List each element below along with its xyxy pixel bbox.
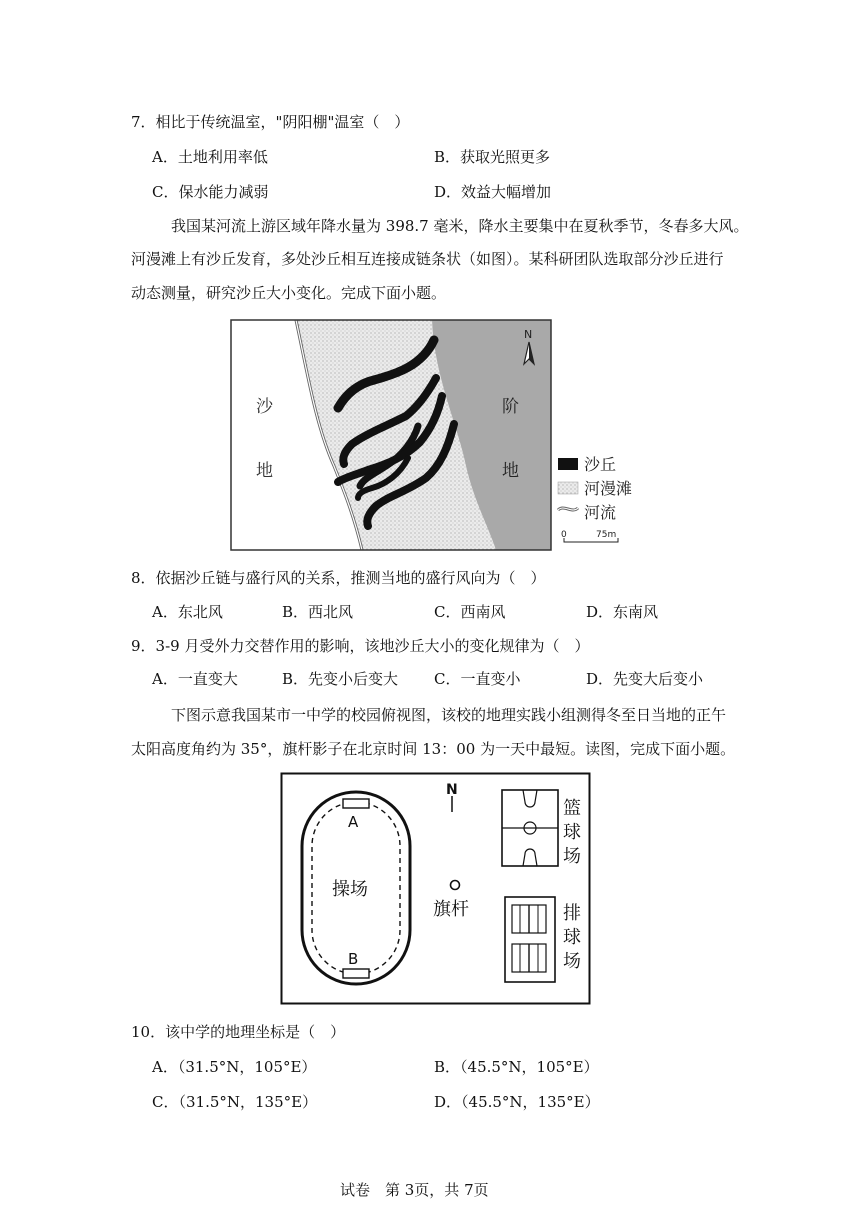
q8-stem: 8．依据沙丘链与盛行风的关系，推测当地的盛行风向为（ ） [131, 569, 546, 587]
right-label-2: 地 [502, 461, 519, 481]
legend-floodplain-swatch [558, 482, 578, 494]
passage1-line2: 河漫滩上有沙丘发育，多处沙丘相互连接成链条状（如图）。某科研团队选取部分沙丘进行 [131, 250, 724, 268]
passage1-line1: 我国某河流上游区域年降水量为 398.7 毫米，降水主要集中在夏秋季节，冬春多大风。 [171, 217, 749, 235]
q10-option-d: D．（45.5°N，135°E） [434, 1093, 600, 1111]
page-footer: 试卷 第 3页，共 7页 [340, 1181, 489, 1199]
volleyball-label-1: 排 [563, 903, 581, 924]
passage2-line2: 太阳高度角约为 35°，旗杆影子在北京时间 13：00 为一天中最短。读图，完成下面小题。 [131, 740, 736, 758]
passage1-line3: 动态测量，研究沙丘大小变化。完成下面小题。 [131, 284, 447, 302]
q8-option-a: A．东北风 [152, 603, 223, 621]
basketball-label-3: 场 [563, 846, 581, 867]
volleyball-courts [505, 897, 555, 982]
track-label: 操场 [332, 879, 368, 900]
q9-stem: 9．3-9 月受外力交替作用的影响，该地沙丘大小的变化规律为（ ） [131, 637, 590, 655]
legend-river-label: 河流 [584, 503, 617, 522]
flagpole-label: 旗杆 [433, 899, 469, 920]
left-label-2: 地 [256, 461, 273, 481]
flagpole-marker [451, 881, 460, 890]
q7-stem: 7．相比于传统温室，"阴阳棚"温室（ ） [131, 113, 410, 131]
passage2-line1: 下图示意我国某市一中学的校园俯视图，该校的地理实践小组测得冬至日当地的正午 [171, 706, 727, 724]
point-a-marker [343, 799, 369, 808]
basketball-label-2: 球 [563, 822, 581, 843]
legend-dune-label: 沙丘 [584, 455, 617, 474]
q8-option-b: B．西北风 [282, 603, 354, 621]
legend-floodplain-label: 河漫滩 [584, 479, 633, 498]
point-b-marker [343, 969, 369, 978]
q10-option-b: B．（45.5°N，105°E） [434, 1058, 599, 1076]
basketball-court [502, 790, 558, 866]
campus-map [280, 772, 592, 1006]
scale-bar [561, 530, 618, 542]
q9-option-a: A．一直变大 [152, 670, 238, 688]
svg-text:N: N [524, 328, 533, 341]
basketball-label-1: 篮 [563, 798, 581, 819]
q7-option-d: D．效益大幅增加 [434, 183, 552, 201]
q8-option-d: D．东南风 [586, 603, 659, 621]
svg-text:75m: 75m [596, 530, 617, 540]
right-label-1: 阶 [502, 397, 519, 417]
q9-option-b: B．先变小后变大 [282, 670, 399, 688]
q9-option-c: C．一直变小 [434, 670, 521, 688]
q7-option-c: C．保水能力减弱 [152, 183, 269, 201]
point-a-label: A [348, 813, 359, 831]
q10-option-c: C．（31.5°N，135°E） [152, 1093, 318, 1111]
svg-text:N: N [446, 782, 458, 798]
dune-map [226, 316, 656, 556]
left-label-1: 沙 [256, 397, 273, 417]
point-b-label: B [348, 950, 359, 968]
volleyball-label-3: 场 [563, 951, 581, 972]
q10-option-a: A．（31.5°N，105°E） [152, 1058, 317, 1076]
q7-option-a: A．土地利用率低 [152, 148, 268, 166]
svg-text:0: 0 [561, 530, 567, 540]
legend-dune-swatch [558, 458, 578, 470]
q10-stem: 10．该中学的地理坐标是（ ） [131, 1023, 346, 1041]
q8-option-c: C．西南风 [434, 603, 506, 621]
q9-option-d: D．先变大后变小 [586, 670, 704, 688]
q7-option-b: B．获取光照更多 [434, 148, 551, 166]
volleyball-label-2: 球 [563, 927, 581, 948]
